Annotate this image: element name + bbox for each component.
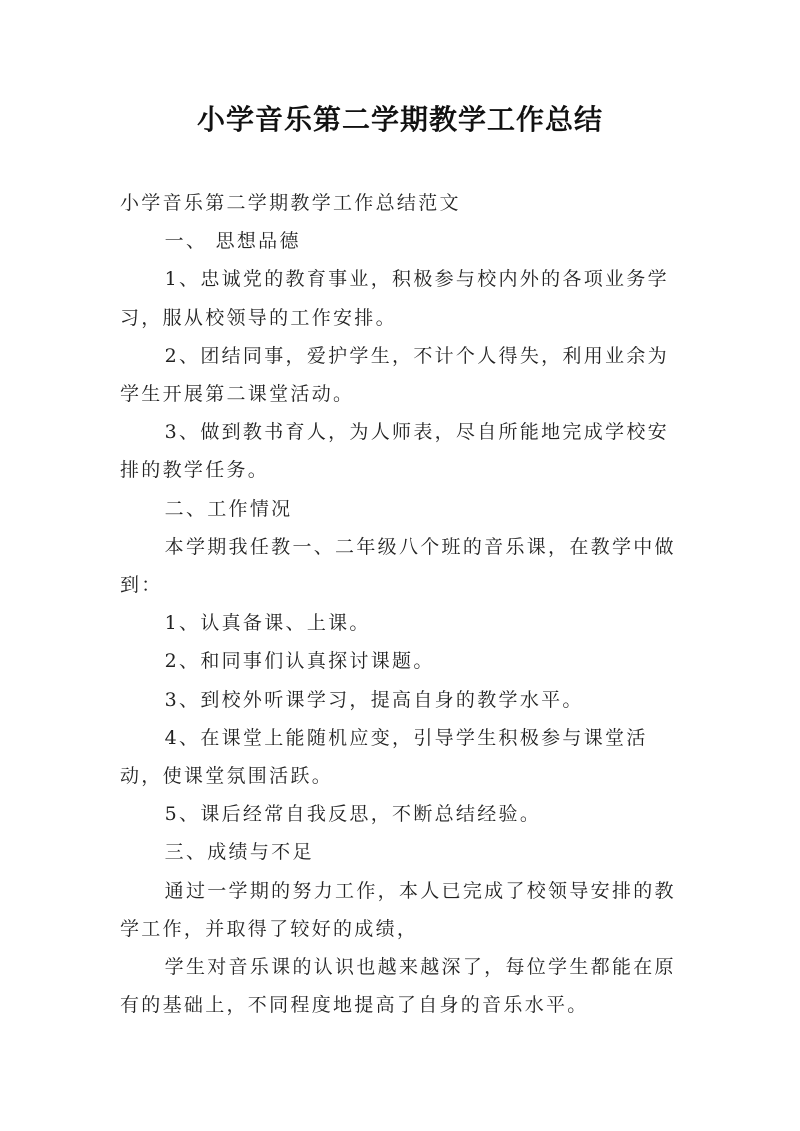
section-heading-ideology: 一、 思想品德: [164, 230, 301, 253]
paragraph: 1、认真备课、上课。: [164, 612, 371, 635]
paragraph: 通过一学期的努力工作，本人已完成了校领导安排的教学工作，并取得了较好的成绩，: [120, 879, 676, 940]
paragraph: 4、在课堂上能随机应变，引导学生积极参与课堂活动，使课堂氛围活跃。: [120, 726, 648, 788]
paragraph: 学生对音乐课的认识也越来越深了，每位学生都能在原有的基础上，不同程度地提高了自身的音乐水平。: [120, 956, 676, 1017]
subtitle-paragraph: 小学音乐第二学期教学工作总结范文: [120, 192, 461, 214]
paragraph: 5、课后经常自我反思，不断总结经验。: [164, 803, 542, 826]
document-body: [120, 184, 690, 1024]
document-title: 小学音乐第二学期教学工作总结: [196, 103, 603, 136]
paragraph: 2、和同事们认真探讨课题。: [164, 650, 435, 673]
section-heading-results: 三、成绩与不足: [164, 841, 314, 864]
paragraph: 3、到校外听课学习，提高自身的教学水平。: [164, 688, 584, 711]
paragraph: 3、做到教书育人，为人师表，尽自所能地完成学校安排的教学任务。: [120, 421, 669, 482]
paragraph: 本学期我任教一、二年级八个班的音乐课，在教学中做到：: [120, 535, 676, 597]
paragraph: 2、团结同事，爱护学生，不计个人得失，利用业余为学生开展第二课堂活动。: [120, 344, 669, 406]
section-heading-work: 二、工作情况: [164, 497, 293, 520]
paragraph: 1、忠诚党的教育事业，积极参与校内外的各项业务学习，服从校领导的工作安排。: [120, 268, 669, 329]
